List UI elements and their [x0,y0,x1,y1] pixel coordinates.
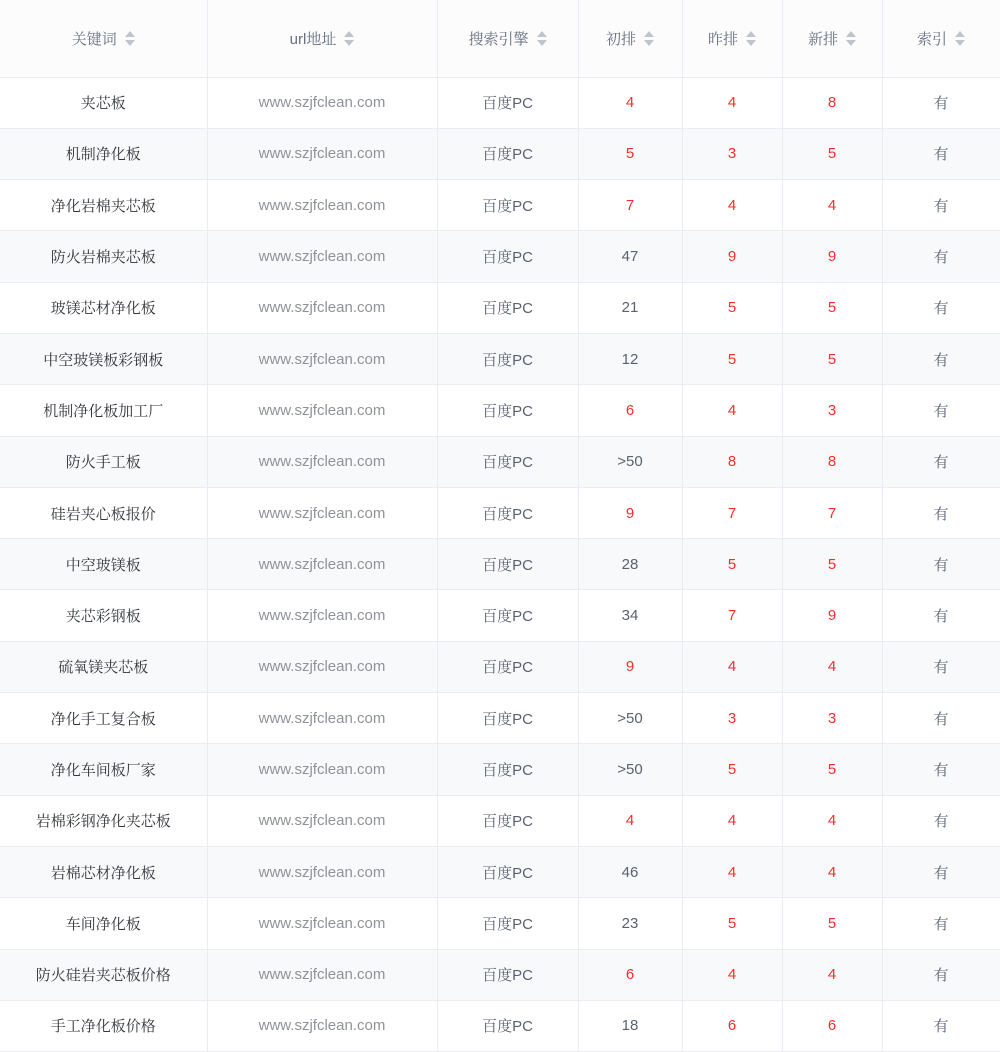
initial-rank-cell: 6 [578,385,682,436]
new-rank-cell: 5 [782,898,882,949]
table-row [0,333,1000,384]
index-cell: 有 [882,180,1000,231]
search-engine-cell: 百度PC [437,539,578,590]
table-row [0,231,1000,282]
sort-caret-icon[interactable] [537,31,547,46]
initial-rank-cell: 21 [578,282,682,333]
header-cell-keyword[interactable] [0,0,207,77]
yesterday-rank-cell: 4 [682,795,782,846]
url-cell: www.szjfclean.com [207,795,437,846]
index-cell: 有 [882,795,1000,846]
index-cell: 有 [882,128,1000,179]
yesterday-rank-cell: 4 [682,77,782,128]
keyword-cell: 防火岩棉夹芯板 [0,231,207,282]
yesterday-rank-cell: 4 [682,180,782,231]
keyword-cell: 防火手工板 [0,436,207,487]
sort-ascending-icon[interactable] [746,31,756,37]
search-engine-cell: 百度PC [437,333,578,384]
keyword-cell: 夹芯彩钢板 [0,590,207,641]
url-cell: www.szjfclean.com [207,128,437,179]
index-cell: 有 [882,539,1000,590]
url-cell: www.szjfclean.com [207,641,437,692]
index-cell: 有 [882,436,1000,487]
initial-rank-cell: 6 [578,949,682,1000]
search-engine-cell: 百度PC [437,744,578,795]
initial-rank-cell: 23 [578,898,682,949]
header-cell-yesterday[interactable] [682,0,782,77]
sort-descending-icon[interactable] [125,40,135,46]
search-engine-cell: 百度PC [437,590,578,641]
sort-ascending-icon[interactable] [537,31,547,37]
index-cell: 有 [882,231,1000,282]
url-cell: www.szjfclean.com [207,1000,437,1051]
index-cell: 有 [882,1000,1000,1051]
keyword-cell: 中空玻镁板彩钢板 [0,333,207,384]
sort-caret-icon[interactable] [846,31,856,46]
yesterday-rank-cell: 5 [682,898,782,949]
yesterday-rank-cell: 4 [682,846,782,897]
table-row [0,641,1000,692]
yesterday-rank-cell: 6 [682,1000,782,1051]
sort-descending-icon[interactable] [537,40,547,46]
table-row [0,795,1000,846]
table-row [0,590,1000,641]
search-engine-cell: 百度PC [437,231,578,282]
sort-caret-icon[interactable] [344,31,354,46]
table-row [0,282,1000,333]
yesterday-rank-cell: 3 [682,128,782,179]
index-cell: 有 [882,693,1000,744]
keyword-cell: 机制净化板 [0,128,207,179]
new-rank-cell: 9 [782,590,882,641]
initial-rank-cell: 12 [578,333,682,384]
sort-ascending-icon[interactable] [344,31,354,37]
search-engine-cell: 百度PC [437,795,578,846]
sort-descending-icon[interactable] [846,40,856,46]
header-cell-content [708,28,756,49]
header-label: 昨排 [707,30,738,48]
header-cell-content [808,28,856,49]
initial-rank-cell: >50 [578,693,682,744]
sort-caret-icon[interactable] [644,31,654,46]
search-engine-cell: 百度PC [437,949,578,1000]
initial-rank-cell: 46 [578,846,682,897]
index-cell: 有 [882,590,1000,641]
sort-caret-icon[interactable] [125,31,135,46]
initial-rank-cell: 4 [578,77,682,128]
url-cell: www.szjfclean.com [207,180,437,231]
keyword-cell: 中空玻镁板 [0,539,207,590]
url-cell: www.szjfclean.com [207,282,437,333]
index-cell: 有 [882,744,1000,795]
index-cell: 有 [882,385,1000,436]
index-cell: 有 [882,282,1000,333]
new-rank-cell: 3 [782,385,882,436]
sort-descending-icon[interactable] [955,40,965,46]
header-label: url地址 [289,30,337,48]
index-cell: 有 [882,487,1000,538]
yesterday-rank-cell: 5 [682,539,782,590]
url-cell: www.szjfclean.com [207,846,437,897]
header-cell-content [72,28,135,49]
table-row [0,898,1000,949]
initial-rank-cell: >50 [578,744,682,795]
header-cell-url[interactable] [207,0,437,77]
search-engine-cell: 百度PC [437,128,578,179]
header-label: 新排 [807,30,838,48]
yesterday-rank-cell: 5 [682,333,782,384]
header-cell-content [290,28,355,49]
header-cell-content [606,28,654,49]
keyword-cell: 机制净化板加工厂 [0,385,207,436]
new-rank-cell: 8 [782,77,882,128]
new-rank-cell: 4 [782,846,882,897]
initial-rank-cell: 5 [578,128,682,179]
table-row [0,77,1000,128]
table-row [0,539,1000,590]
table-row [0,436,1000,487]
header-label: 搜索引擎 [468,30,529,48]
url-cell: www.szjfclean.com [207,487,437,538]
new-rank-cell: 6 [782,1000,882,1051]
search-engine-cell: 百度PC [437,846,578,897]
table-row [0,487,1000,538]
url-cell: www.szjfclean.com [207,436,437,487]
search-engine-cell: 百度PC [437,385,578,436]
table-header-row [0,0,1000,77]
table-row [0,744,1000,795]
initial-rank-cell: 34 [578,590,682,641]
header-label: 初排 [605,30,636,48]
url-cell: www.szjfclean.com [207,898,437,949]
keyword-cell: 硫氧镁夹芯板 [0,641,207,692]
index-cell: 有 [882,641,1000,692]
yesterday-rank-cell: 4 [682,385,782,436]
new-rank-cell: 4 [782,795,882,846]
table-row [0,949,1000,1000]
initial-rank-cell: 9 [578,641,682,692]
sort-ascending-icon[interactable] [644,31,654,37]
header-cell-initial[interactable] [578,0,682,77]
table-row [0,1000,1000,1051]
table-row [0,385,1000,436]
url-cell: www.szjfclean.com [207,231,437,282]
table-row [0,128,1000,179]
new-rank-cell: 4 [782,180,882,231]
sort-caret-icon[interactable] [955,31,965,46]
header-label: 关键词 [71,30,117,48]
header-cell-content [917,28,965,49]
keyword-cell: 玻镁芯材净化板 [0,282,207,333]
search-engine-cell: 百度PC [437,282,578,333]
search-engine-cell: 百度PC [437,641,578,692]
yesterday-rank-cell: 5 [682,744,782,795]
url-cell: www.szjfclean.com [207,590,437,641]
search-engine-cell: 百度PC [437,77,578,128]
keyword-cell: 岩棉芯材净化板 [0,846,207,897]
index-cell: 有 [882,77,1000,128]
yesterday-rank-cell: 7 [682,487,782,538]
header-cell-content [468,28,546,49]
index-cell: 有 [882,949,1000,1000]
initial-rank-cell: 4 [578,795,682,846]
keyword-cell: 净化手工复合板 [0,693,207,744]
header-cell-engine[interactable] [437,0,578,77]
search-engine-cell: 百度PC [437,693,578,744]
new-rank-cell: 5 [782,282,882,333]
initial-rank-cell: 28 [578,539,682,590]
sort-descending-icon[interactable] [746,40,756,46]
new-rank-cell: 5 [782,539,882,590]
keyword-cell: 防火硅岩夹芯板价格 [0,949,207,1000]
yesterday-rank-cell: 3 [682,693,782,744]
new-rank-cell: 8 [782,436,882,487]
yesterday-rank-cell: 5 [682,282,782,333]
initial-rank-cell: 18 [578,1000,682,1051]
new-rank-cell: 7 [782,487,882,538]
new-rank-cell: 3 [782,693,882,744]
keyword-cell: 净化岩棉夹芯板 [0,180,207,231]
sort-ascending-icon[interactable] [125,31,135,37]
search-engine-cell: 百度PC [437,180,578,231]
index-cell: 有 [882,898,1000,949]
yesterday-rank-cell: 4 [682,641,782,692]
sort-ascending-icon[interactable] [846,31,856,37]
url-cell: www.szjfclean.com [207,539,437,590]
yesterday-rank-cell: 7 [682,590,782,641]
yesterday-rank-cell: 9 [682,231,782,282]
yesterday-rank-cell: 4 [682,949,782,1000]
table-row [0,180,1000,231]
table-row [0,693,1000,744]
new-rank-cell: 4 [782,949,882,1000]
url-cell: www.szjfclean.com [207,385,437,436]
keyword-cell: 夹芯板 [0,77,207,128]
new-rank-cell: 4 [782,641,882,692]
index-cell: 有 [882,846,1000,897]
new-rank-cell: 9 [782,231,882,282]
sort-descending-icon[interactable] [344,40,354,46]
header-cell-newRank[interactable] [782,0,882,77]
sort-ascending-icon[interactable] [955,31,965,37]
header-cell-index[interactable] [882,0,1000,77]
search-engine-cell: 百度PC [437,898,578,949]
url-cell: www.szjfclean.com [207,77,437,128]
sort-caret-icon[interactable] [746,31,756,46]
table-row [0,846,1000,897]
new-rank-cell: 5 [782,333,882,384]
search-engine-cell: 百度PC [437,1000,578,1051]
keyword-cell: 手工净化板价格 [0,1000,207,1051]
header-label: 索引 [916,30,947,48]
keyword-cell: 硅岩夹心板报价 [0,487,207,538]
new-rank-cell: 5 [782,128,882,179]
url-cell: www.szjfclean.com [207,949,437,1000]
search-engine-cell: 百度PC [437,436,578,487]
index-cell: 有 [882,333,1000,384]
yesterday-rank-cell: 8 [682,436,782,487]
initial-rank-cell: 9 [578,487,682,538]
url-cell: www.szjfclean.com [207,744,437,795]
initial-rank-cell: >50 [578,436,682,487]
keyword-cell: 净化车间板厂家 [0,744,207,795]
sort-descending-icon[interactable] [644,40,654,46]
initial-rank-cell: 7 [578,180,682,231]
table-body [0,77,1000,1052]
new-rank-cell: 5 [782,744,882,795]
url-cell: www.szjfclean.com [207,333,437,384]
search-engine-cell: 百度PC [437,487,578,538]
keyword-cell: 车间净化板 [0,898,207,949]
initial-rank-cell: 47 [578,231,682,282]
keyword-cell: 岩棉彩钢净化夹芯板 [0,795,207,846]
url-cell: www.szjfclean.com [207,693,437,744]
